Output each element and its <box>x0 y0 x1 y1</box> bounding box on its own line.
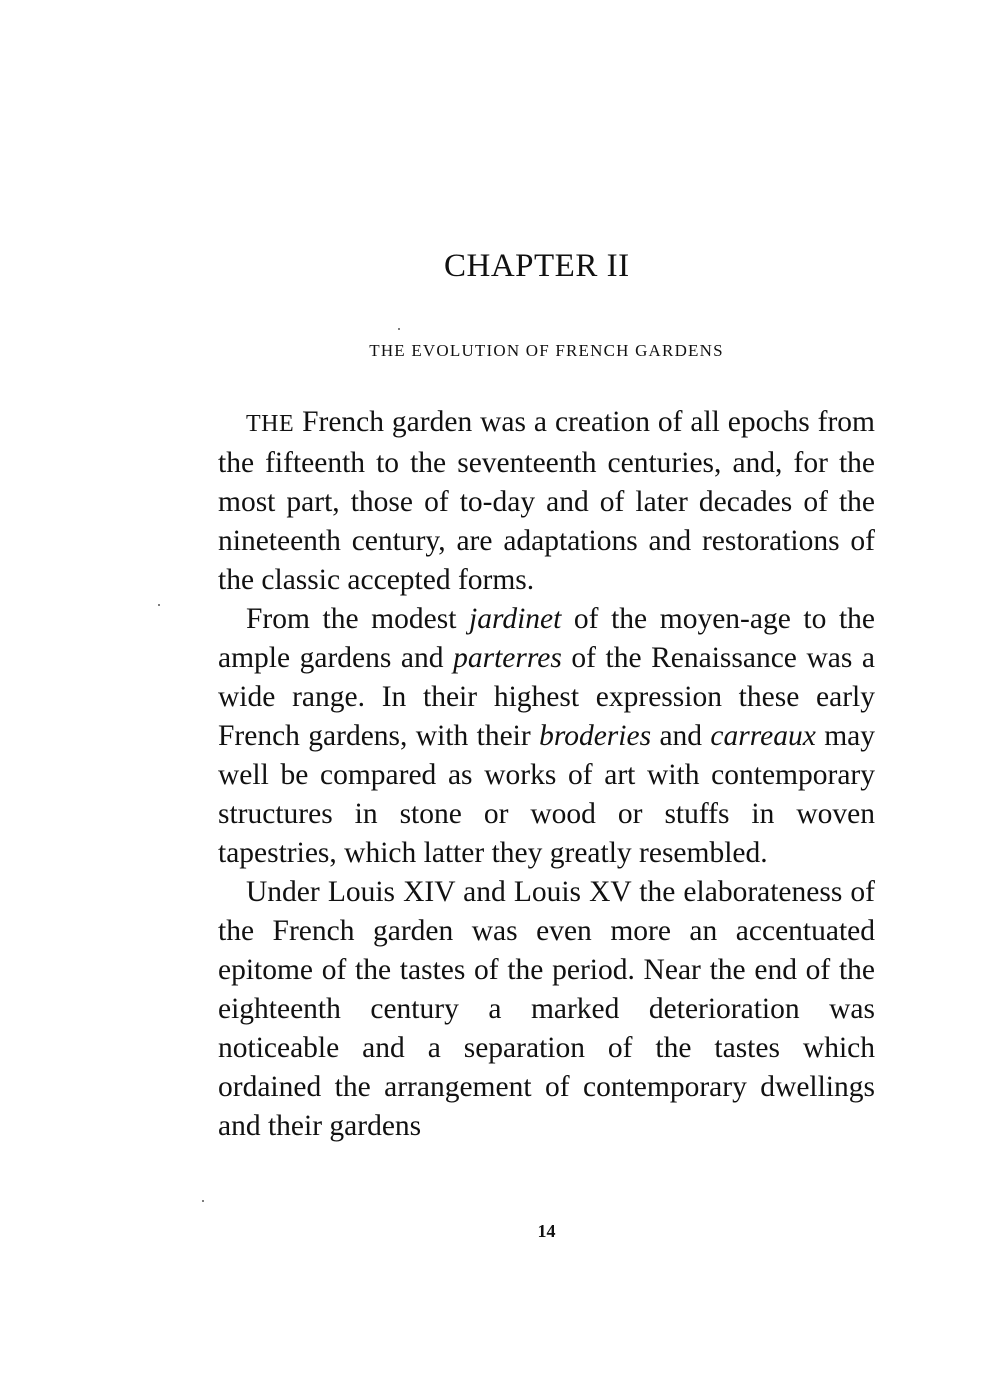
paragraph-3-text: Under Louis XIV and Louis XV the elaborateness of the French garden was even more an accentuated epitome of the tastes of the period. Near the end of the eighteenth century a marked deterioration was noticeable and a separation of the tastes which ordained the arrangement of contemporary dwellings and their gardens <box>218 876 875 1142</box>
paragraph-2-italic-term: jardinet <box>469 603 562 635</box>
scan-speck <box>398 328 400 330</box>
scan-speck <box>202 1200 204 1202</box>
paragraph-1-lead-smallcaps: THE <box>246 411 295 437</box>
paragraph-3 <box>218 873 875 1146</box>
paragraph-1-text: French garden was a creation of all epochs from the fifteenth to the seventeenth centuries, and, for the most part, those of to-day and of later decades of the nineteenth century, are adaptations and restorations of the classic accepted forms. <box>218 406 875 596</box>
chapter-subtitle: THE EVOLUTION OF FRENCH GARDENS <box>369 341 724 360</box>
paragraph-2-italic-term: carreaux <box>710 720 816 752</box>
paragraph-2-italic-term: broderies <box>539 720 652 752</box>
paragraph-2-segment: of the moyen-age to the ample gardens and <box>218 603 875 674</box>
paragraph-2-segment: and <box>651 720 711 752</box>
paragraph-1 <box>218 403 875 600</box>
scan-speck <box>158 604 160 606</box>
paragraph-2-segment: of the Renaissance was a wide range. In their highest expression these early French gardens, with their <box>218 642 875 752</box>
paragraph-2-italic-term: parterres <box>453 642 562 674</box>
chapter-title: CHAPTER II <box>444 248 630 284</box>
page-number: 14 <box>537 1221 556 1241</box>
paragraph-2-segment: From the modest <box>246 603 469 635</box>
paragraph-2 <box>218 600 875 873</box>
paragraph-2-segment: may well be compared as works of art with contemporary structures in stone or wood or stuffs in woven tapestries, which latter they greatly resembled. <box>218 720 875 869</box>
body-text <box>218 403 875 1146</box>
